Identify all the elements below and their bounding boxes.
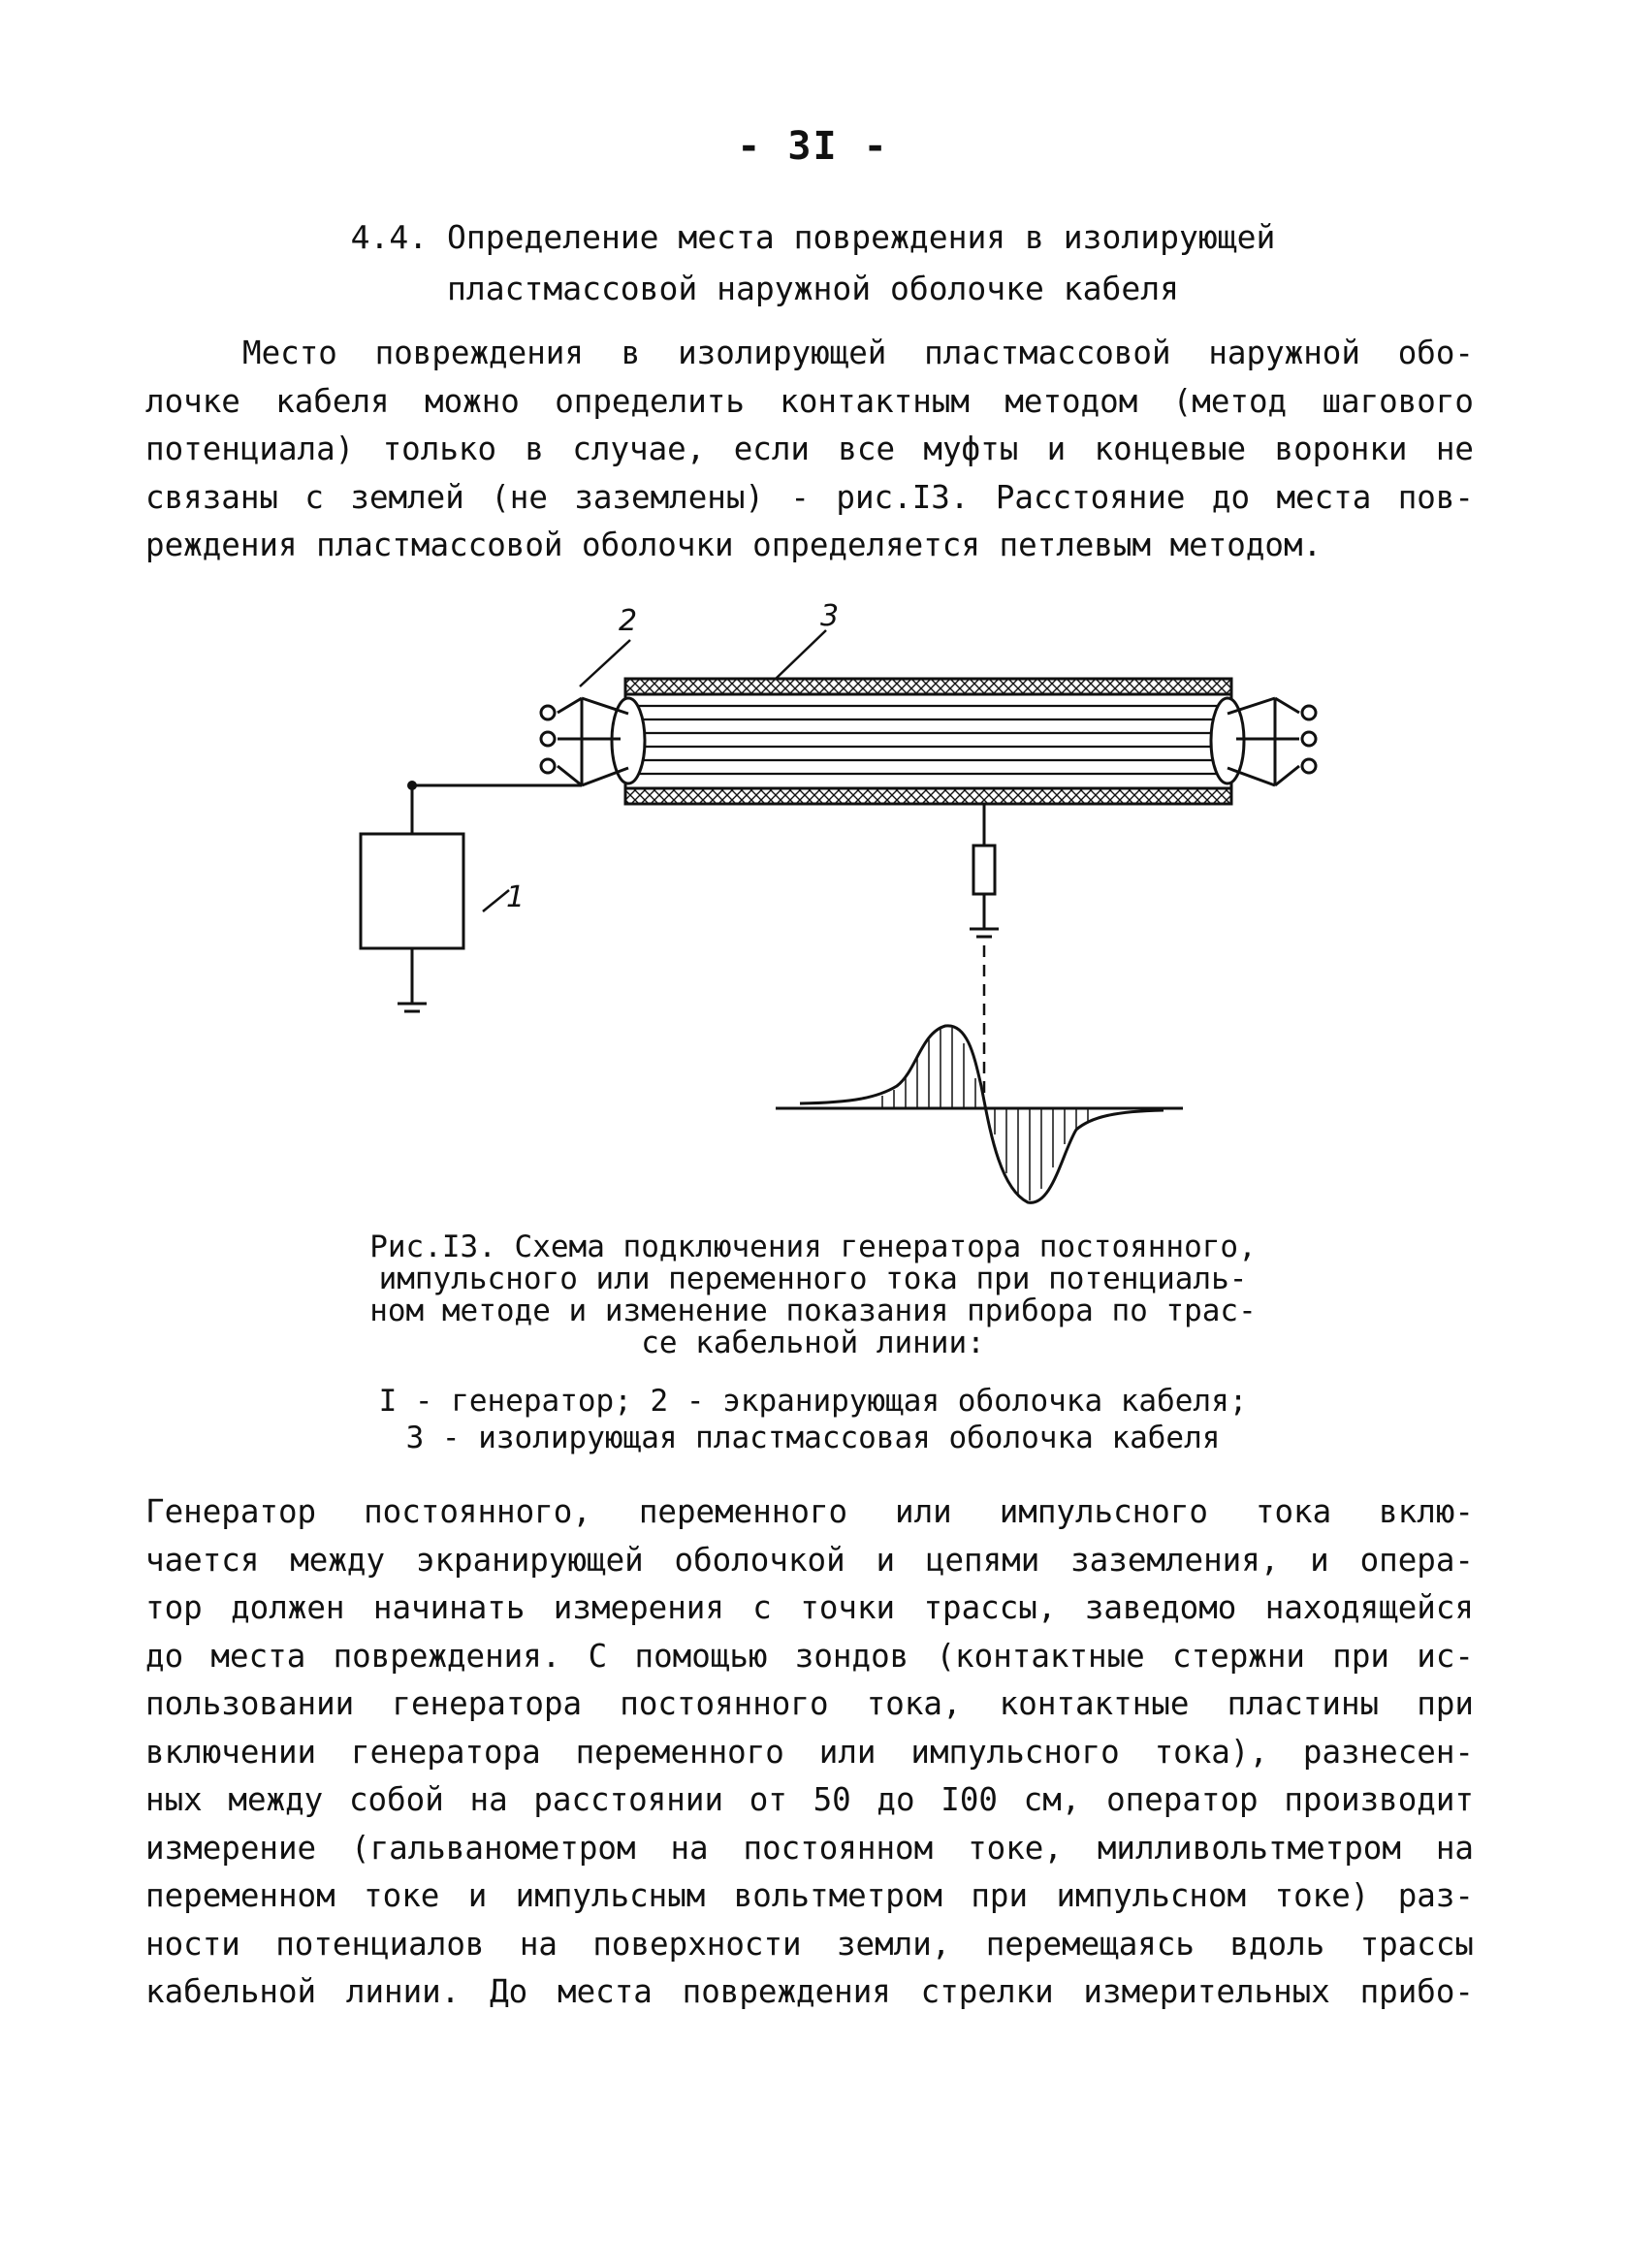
text-line: тор должен начинать измерения с точки трассы, заведомо находящейся — [145, 1589, 1474, 1626]
caption-line: Рис.I3. Схема подключения генератора постоянного, — [369, 1230, 1257, 1264]
text-line: реждения пластмассовой оболочки определяется петлевым методом. — [145, 527, 1323, 563]
terminal-icon — [541, 706, 555, 719]
left-terminals — [541, 706, 555, 773]
section-title-line: пластмассовой наружной оболочке кабеля — [447, 270, 1179, 307]
resistor-icon — [973, 846, 995, 894]
terminal-icon — [1302, 706, 1316, 719]
figure-legend — [0, 1383, 1626, 1456]
figure-diagram — [0, 582, 1626, 1222]
generator-circuit — [361, 781, 582, 1011]
leader-line-1 — [483, 890, 509, 911]
leader-line-3 — [776, 630, 826, 679]
generator-box — [361, 834, 463, 948]
section-title-line: 4.4. Определение места повреждения в изолирующей — [350, 218, 1276, 256]
figure-caption — [0, 1231, 1626, 1359]
cable-cores — [625, 706, 1231, 774]
caption-line: импульсного или переменного тока при потенциаль- — [378, 1262, 1248, 1296]
leader-line-2 — [580, 640, 630, 687]
insulating-sheath-top — [625, 679, 1231, 694]
text-line: измерение (гальванометром на постоянном токе, милливольтметром на — [145, 1829, 1474, 1867]
terminal-icon — [541, 732, 555, 746]
potential-curve — [776, 1026, 1183, 1202]
text-line: Место повреждения в изолирующей пластмассовой наружной обо- — [242, 335, 1474, 371]
text-line: потенциала) только в случае, если все муфты и концевые воронки не — [145, 431, 1474, 467]
label-2: 2 — [619, 604, 638, 638]
right-terminals — [1302, 706, 1316, 773]
legend-line: I - генератор; 2 - экранирующая оболочка кабеля; — [378, 1384, 1248, 1419]
insulating-sheath-bottom — [625, 788, 1231, 804]
paragraph-intro — [145, 330, 1474, 570]
text-line: ности потенциалов на поверхности земли, перемещаясь вдоль трассы — [145, 1925, 1474, 1963]
paragraph-body — [145, 1488, 1474, 2017]
hatch-negative — [995, 1108, 1088, 1200]
section-title — [0, 211, 1626, 314]
potential-curve-line — [800, 1026, 1164, 1202]
page-number: - 3I - — [737, 124, 889, 169]
text-line: лочке кабеля можно определить контактным методом (метод шагового — [145, 382, 1474, 420]
terminal-icon — [1302, 759, 1316, 773]
caption-line: се кабельной линии: — [641, 1326, 985, 1360]
text-line: пользовании генератора постоянного тока, контактные пластины при — [145, 1685, 1474, 1722]
text-line: включении генератора переменного или импульсного тока), разнесен- — [145, 1733, 1474, 1771]
terminal-icon — [541, 759, 555, 773]
text-line: до места повреждения. С помощью зондов (контактные стержни при ис- — [145, 1637, 1474, 1675]
text-line: кабельной линии. До места повреждения стрелки измерительных прибо- — [145, 1973, 1474, 2010]
text-line: чается между экранирующей оболочкой и цепями заземления, и опера- — [145, 1541, 1474, 1579]
cable-assembly — [541, 599, 1316, 804]
caption-line: ном методе и изменение показания прибора по трас- — [369, 1294, 1257, 1328]
text-line: ных между собой на расстоянии от 50 до I00 см, оператор производит — [145, 1781, 1474, 1818]
terminal-icon — [1302, 732, 1316, 746]
label-1: 1 — [506, 880, 526, 914]
label-3: 3 — [820, 599, 840, 633]
text-line: Генератор постоянного, переменного или импульсного тока вклю- — [145, 1493, 1474, 1530]
legend-line: 3 - изолирующая пластмассовая оболочка кабеля — [405, 1421, 1221, 1455]
text-line: переменном токе и импульсным вольтметром при импульсном токе) раз- — [145, 1877, 1474, 1914]
text-line: связаны с землей (не заземлены) - рис.I3. Расстояние до места пов- — [145, 478, 1474, 516]
